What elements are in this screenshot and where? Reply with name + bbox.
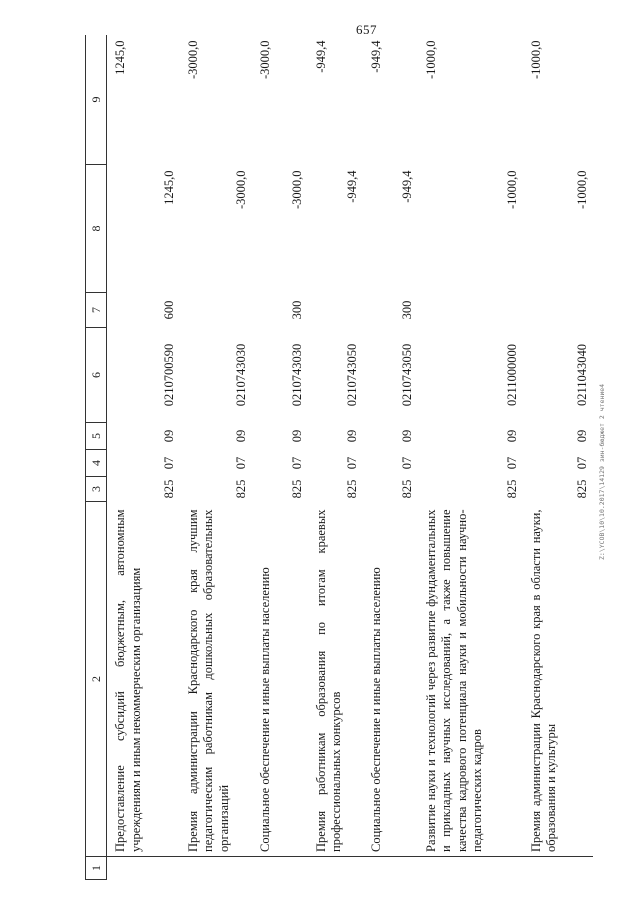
subsection-cell: 09 [290, 429, 304, 443]
target-article-cell: 0210700590 [162, 343, 176, 407]
amount-cell: -3000,0 [234, 170, 248, 210]
description-cell: Социальное обеспечение и иные выплаты населению [363, 502, 418, 857]
description-cell: Премия работникам образования по итогам краевых профессиональных конкурсов [308, 502, 363, 857]
section-cell: 07 [234, 456, 248, 470]
file-path-stamp: Z:\YCOB\10\10.2017\14129 зин-бюджет 2 чтение4 [598, 383, 606, 560]
description-cell: Премия администрации Краснодарского края в области науки, образования и культуры [523, 502, 593, 857]
amount-cell: -1000,0 [575, 170, 589, 210]
expense-type-cell [180, 293, 252, 328]
expense-type-cell [308, 293, 363, 328]
column-header: 5 [86, 423, 107, 450]
column-header: 9 [86, 35, 107, 165]
section-cell: 07 [162, 456, 176, 470]
total-cell: -3000,0 [257, 40, 272, 80]
page-number: 657 [356, 22, 377, 37]
column-header: 2 [86, 502, 107, 857]
ved-code-cell: 825 [290, 479, 304, 499]
total-cell: -949,4 [368, 40, 383, 73]
column-header: 6 [86, 328, 107, 423]
target-article-cell: 0210743030 [234, 343, 248, 407]
total-cell: -1000,0 [528, 40, 543, 80]
table-row [308, 35, 363, 880]
budget-table [85, 35, 593, 880]
rotated-table-wrapper [85, 35, 605, 880]
subsection-cell: 09 [234, 429, 248, 443]
expense-type-cell: 600 [162, 300, 176, 320]
section-cell: 07 [505, 456, 519, 470]
section-cell: 07 [290, 456, 304, 470]
description-cell: Социальное обеспечение и иные выплаты населению [252, 502, 308, 857]
row-number-cell [418, 857, 523, 880]
table-row [180, 35, 252, 880]
section-cell: 07 [345, 456, 359, 470]
table-row [107, 35, 180, 880]
header-row [86, 35, 107, 880]
amount-cell: -1000,0 [505, 170, 519, 210]
section-cell: 07 [400, 456, 414, 470]
total-cell: -1000,0 [423, 40, 438, 80]
expense-type-cell [418, 293, 523, 328]
description-cell: Премия администрации Краснодарского края лучшим педагогическим работникам дошкольных образовательных организаций [180, 502, 252, 857]
subsection-cell: 09 [400, 429, 414, 443]
row-number-cell [180, 857, 252, 880]
row-number-cell [363, 857, 418, 880]
description-cell: Предоставление субсидий бюджетным, автономным учреждениям и иным некоммерческим организациям [107, 502, 180, 857]
amount-cell: -949,4 [400, 170, 414, 203]
table-row [252, 35, 308, 880]
subsection-cell: 09 [345, 429, 359, 443]
total-cell: 1245,0 [113, 40, 127, 75]
subsection-cell: 09 [505, 429, 519, 443]
ved-code-cell: 825 [400, 479, 414, 499]
ved-code-cell: 825 [505, 479, 519, 499]
expense-type-cell: 300 [400, 300, 414, 320]
target-article-cell: 0211043040 [575, 343, 589, 407]
row-number-cell [107, 857, 180, 880]
section-cell: 07 [575, 456, 589, 470]
row-number-cell [308, 857, 363, 880]
total-cell: -3000,0 [185, 40, 200, 80]
target-article-cell: 0210743050 [400, 343, 414, 407]
target-article-cell: 0210743030 [290, 343, 304, 407]
ved-code-cell: 825 [234, 479, 248, 499]
ved-code-cell: 825 [345, 479, 359, 499]
column-header: 4 [86, 450, 107, 477]
column-header: 1 [86, 857, 107, 880]
target-article-cell: 0211000000 [505, 343, 519, 407]
row-number-cell [523, 857, 593, 880]
table-row [418, 35, 523, 880]
amount-cell: 1245,0 [162, 170, 176, 205]
subsection-cell: 09 [575, 429, 589, 443]
column-header: 8 [86, 165, 107, 293]
amount-cell: -3000,0 [290, 170, 304, 210]
expense-type-cell: 300 [290, 300, 304, 320]
budget-table-canvas [85, 35, 605, 880]
amount-cell: -949,4 [345, 170, 359, 203]
total-cell: -949,4 [313, 40, 328, 73]
description-cell: Развитие науки и технологий через развитие фундаментальных и прикладных научных исследований, а также повышение качества кадрового потенциала науки и мобильности научно-педагогических кадров [418, 502, 523, 857]
table-row [523, 35, 593, 880]
ved-code-cell: 825 [575, 479, 589, 499]
row-number-cell [252, 857, 308, 880]
subsection-cell: 09 [162, 429, 176, 443]
column-header: 3 [86, 477, 107, 502]
table-row [363, 35, 418, 880]
ved-code-cell: 825 [162, 479, 176, 499]
column-header: 7 [86, 293, 107, 328]
expense-type-cell [523, 293, 593, 328]
target-article-cell: 0210743050 [345, 343, 359, 407]
